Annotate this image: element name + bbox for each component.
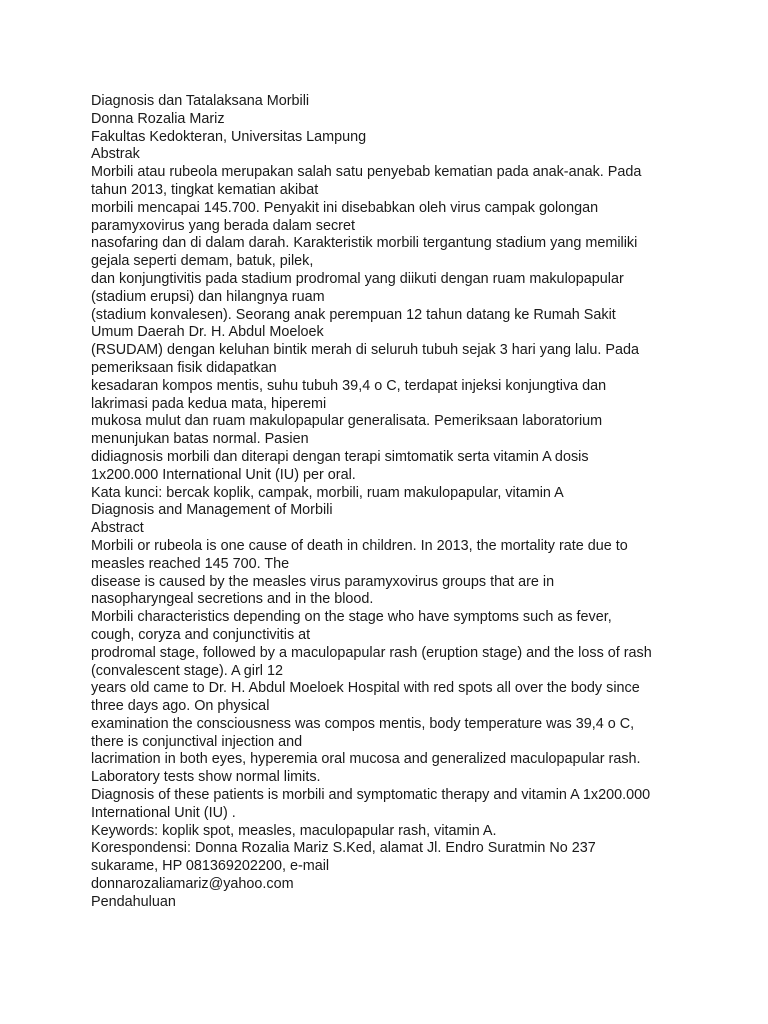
abstract-line: Morbili or rubeola is one cause of death in children. In 2013, the mortality rate due to — [91, 537, 628, 554]
abstrak-line: Morbili atau rubeola merupakan salah satu penyebab kematian pada anak-anak. Pada — [91, 164, 642, 181]
correspondence-line: sukarame, HP 081369202200, e-mail — [91, 858, 330, 875]
abstract-line: examination the consciousness was compos mentis, body temperature was 39,4 o C, — [91, 715, 635, 732]
abstrak-line: (stadium erupsi) dan hilangnya ruam — [91, 288, 325, 305]
abstrak-line: (RSUDAM) dengan keluhan bintik merah di seluruh tubuh sejak 3 hari yang lalu. Pada — [91, 342, 639, 359]
abstrak-line: dan konjungtivitis pada stadium prodromal yang diikuti dengan ruam makulopapular — [91, 270, 624, 287]
abstrak-heading: Abstrak — [91, 146, 140, 163]
affiliation: Fakultas Kedokteran, Universitas Lampung — [91, 128, 367, 145]
abstrak-line: tahun 2013, tingkat kematian akibat — [91, 181, 319, 198]
abstrak-line: morbili mencapai 145.700. Penyakit ini disebabkan oleh virus campak golongan — [91, 199, 599, 216]
abstrak-line: nasofaring dan di dalam darah. Karakteristik morbili tergantung stadium yang memiliki — [91, 235, 638, 252]
abstrak-line: paramyxovirus yang berada dalam secret — [91, 217, 355, 234]
document-text — [91, 93, 731, 912]
abstract-heading: Abstract — [91, 520, 144, 537]
author: Donna Rozalia Mariz — [91, 110, 225, 127]
abstract-line: International Unit (IU) . — [91, 804, 236, 821]
abstrak-line: (stadium konvalesen). Seorang anak perempuan 12 tahun datang ke Rumah Sakit — [91, 306, 616, 323]
kata-kunci: Kata kunci: bercak koplik, campak, morbili, ruam makulopapular, vitamin A — [91, 484, 564, 501]
abstrak-line: menunjukan batas normal. Pasien — [91, 431, 309, 448]
email-address: donnarozaliamariz@yahoo.com — [91, 876, 294, 893]
abstract-line: Laboratory tests show normal limits. — [91, 769, 321, 786]
abstrak-line: Umum Daerah Dr. H. Abdul Moeloek — [91, 324, 324, 341]
abstract-line: three days ago. On physical — [91, 698, 270, 715]
abstrak-line: 1x200.000 International Unit (IU) per oral. — [91, 466, 356, 483]
abstract-line: measles reached 145 700. The — [91, 555, 290, 572]
correspondence-line: Korespondensi: Donna Rozalia Mariz S.Ked, alamat Jl. Endro Suratmin No 237 — [91, 840, 596, 857]
abstrak-line: mukosa mulut dan ruam makulopapular generalisata. Pemeriksaan laboratorium — [91, 413, 603, 430]
abstract-line: years old came to Dr. H. Abdul Moeloek Hospital with red spots all over the body since — [91, 680, 640, 697]
abstract-line: (convalescent stage). A girl 12 — [91, 662, 283, 679]
title-en: Diagnosis and Management of Morbili — [91, 502, 333, 519]
section-heading-pendahuluan: Pendahuluan — [91, 893, 176, 910]
abstract-line: Diagnosis of these patients is morbili and symptomatic therapy and vitamin A 1x200.000 — [91, 787, 651, 804]
abstrak-line: didiagnosis morbili dan diterapi dengan terapi simtomatik serta vitamin A dosis — [91, 448, 589, 465]
abstrak-line: pemeriksaan fisik didapatkan — [91, 359, 277, 376]
abstract-line: prodromal stage, followed by a maculopapular rash (eruption stage) and the loss of rash — [91, 644, 652, 661]
keywords: Keywords: koplik spot, measles, maculopapular rash, vitamin A. — [91, 822, 497, 839]
abstract-line: there is conjunctival injection and — [91, 733, 303, 750]
abstract-line: nasopharyngeal secretions and in the blood. — [91, 591, 374, 608]
abstrak-line: kesadaran kompos mentis, suhu tubuh 39,4 o C, terdapat injeksi konjungtiva dan — [91, 377, 607, 394]
abstract-line: disease is caused by the measles virus paramyxovirus groups that are in — [91, 573, 555, 590]
title-id: Diagnosis dan Tatalaksana Morbili — [91, 93, 310, 109]
abstrak-line: lakrimasi pada kedua mata, hiperemi — [91, 395, 327, 412]
abstrak-line: gejala seperti demam, batuk, pilek, — [91, 253, 314, 270]
abstract-line: cough, coryza and conjunctivitis at — [91, 626, 311, 643]
abstract-line: Morbili characteristics depending on the stage who have symptoms such as fever, — [91, 609, 612, 626]
abstract-line: lacrimation in both eyes, hyperemia oral mucosa and generalized maculopapular rash. — [91, 751, 641, 768]
